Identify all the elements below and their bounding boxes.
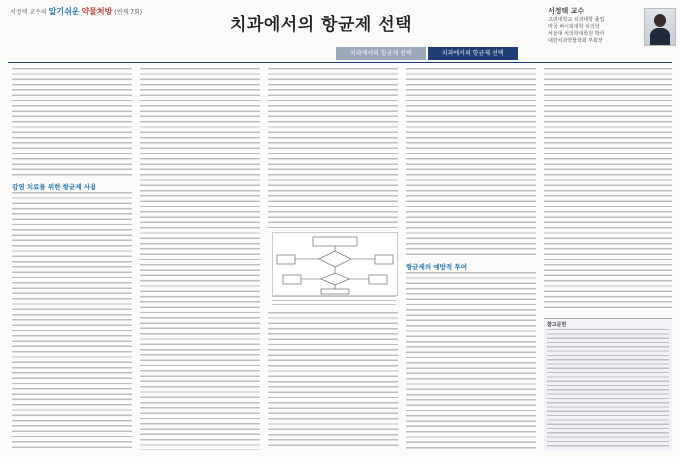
flowchart-figure <box>272 232 398 296</box>
author-name: 서정택 교수 <box>548 7 585 15</box>
references-title: 참고문헌 <box>547 322 567 328</box>
series-name: 서정택 교수의 <box>10 9 47 16</box>
references-box <box>544 318 672 451</box>
body-text-block <box>406 272 536 450</box>
series-part-1: 알기쉬운 <box>48 7 80 16</box>
body-text-block <box>268 312 398 450</box>
body-text-block <box>12 192 132 450</box>
tab-topic-active: 치과에서의 항균제 선택 <box>428 47 518 60</box>
section-heading: 감염 치료를 위한 항균제 사용 <box>12 183 97 191</box>
body-text-block <box>12 68 132 178</box>
author-line: 미국 퍼시픽대학 치의학 <box>548 24 600 30</box>
body-text-block <box>544 68 672 312</box>
author-line: 서울대 치의학대학원 박사 <box>548 31 605 37</box>
references-list <box>547 329 669 448</box>
author-line: 대한치과약물학회 부회장 <box>548 38 603 44</box>
series-header <box>10 6 142 17</box>
author-info <box>548 8 640 45</box>
series-part-2: 약물처방 <box>81 7 113 16</box>
series-number: (연재 7회) <box>114 9 143 16</box>
body-text-block <box>140 68 260 450</box>
section-tabs <box>336 47 520 60</box>
body-text-block <box>406 68 536 258</box>
figure-caption <box>272 296 396 308</box>
page-title: 치과에서의 항균제 선택 <box>230 15 413 35</box>
body-text-block <box>268 68 398 228</box>
header-rule <box>8 62 672 63</box>
author-photo <box>644 8 676 46</box>
author-line: 고려대학교 치과대학 졸업 <box>548 17 605 23</box>
section-heading: 항균제의 예방적 투여 <box>406 263 468 271</box>
tab-topic: 치과에서의 항균제 선택 <box>336 47 426 60</box>
